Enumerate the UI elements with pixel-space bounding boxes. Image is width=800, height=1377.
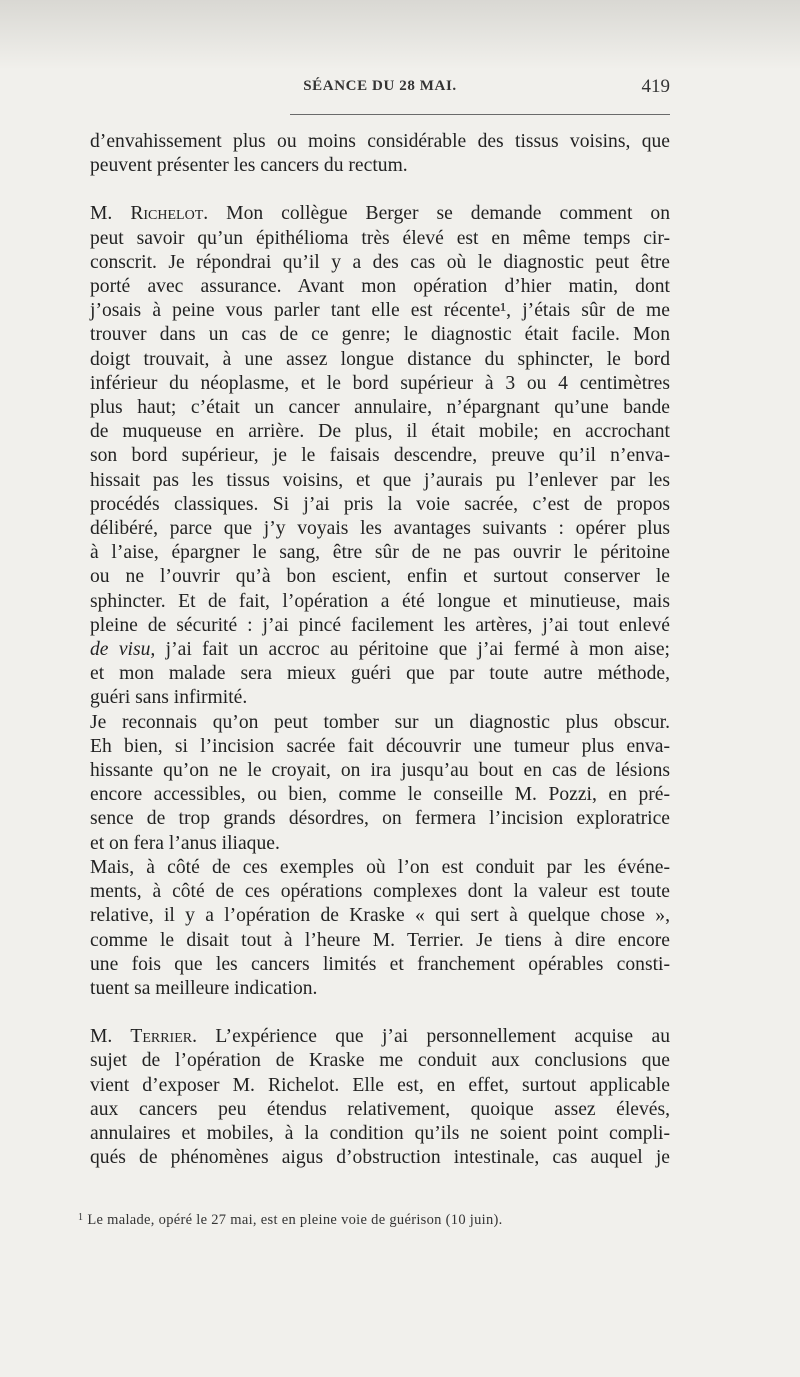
text-line: ou ne l’ouvrir qu’à bon escient, enfin et surtout conserver le — [90, 566, 670, 588]
footnote-marker: 1 — [78, 1212, 84, 1223]
text-line: Je reconnais qu’on peut tomber sur un diagnostic plus obscur. — [90, 711, 670, 733]
text-line: Eh bien, si l’incision sacrée fait découvrir une tumeur plus enva- — [90, 735, 670, 757]
text-fragment: j’ai fait un accroc au péritoine que j’ai fermé à mon aise; — [155, 639, 671, 661]
text-line: et mon malade sera mieux guéri que par toute autre méthode, — [90, 663, 670, 685]
text-line: doigt trouvait, à une assez longue distance du sphincter, le bord — [90, 348, 670, 370]
speaker-name: M. Richelot. — [90, 203, 209, 225]
paragraph-richelot — [90, 202, 670, 710]
text-line: hissait pas les tissus voisins, et que j’aurais pu l’enlever par les — [90, 469, 670, 491]
running-header — [90, 78, 670, 108]
text-line: d’envahissement plus ou moins considérable des tissus voisins, que — [90, 131, 670, 152]
text-fragment: Mon collègue Berger se demande comment on — [208, 203, 670, 225]
text-line: annulaires et mobiles, à la condition qu’ils ne soient point compli- — [90, 1122, 670, 1144]
text-line: relative, il y a l’opération de Kraske « qui sert à quelque chose », — [90, 905, 670, 927]
text-line: et on fera l’anus iliaque. — [90, 832, 280, 854]
paragraph-terrier — [90, 1025, 670, 1170]
text-line: aux cancers peu étendus relativement, quoique assez élevés, — [90, 1098, 670, 1120]
text-line — [90, 202, 670, 226]
paragraph — [90, 711, 670, 856]
footnote-text: Le malade, opéré le 27 mai, est en pleine voie de guérison (10 juin). — [87, 1212, 503, 1228]
text-line: à l’aise, épargner le sang, être sûr de ne pas ouvrir le péritoine — [90, 542, 670, 564]
paragraph — [90, 130, 670, 178]
text-line: sence de trop grands désordres, on fermera l’incision exploratrice — [90, 808, 670, 830]
text-line: trouver dans un cas de ce genre; le diagnostic était facile. Mon — [90, 324, 670, 346]
text-line: qués de phénomènes aigus d’obstruction intestinale, cas auquel je — [90, 1147, 670, 1169]
page-number: 419 — [641, 76, 670, 97]
text-line: son bord supérieur, je le faisais descendre, preuve qu’il n’enva- — [90, 445, 670, 467]
text-line: délibéré, parce que j’y voyais les avantages suivants : opérer plus — [90, 518, 670, 540]
text-line: sujet de l’opération de Kraske me conduit aux conclusions que — [90, 1050, 670, 1072]
text-line: comme le disait tout à l’heure M. Terrier. Je tiens à dire encore — [90, 929, 670, 951]
header-title: SÉANCE DU 28 MAI. — [303, 78, 457, 94]
text-line: sphincter. Et de fait, l’opération a été longue et minutieuse, mais — [90, 590, 670, 612]
text-line: Mais, à côté de ces exemples où l’on est conduit par les événe- — [90, 856, 670, 878]
text-line: inférieur du néoplasme, et le bord supérieur à 3 ou 4 centimètres — [90, 372, 670, 394]
italic-phrase: de visu, — [90, 639, 156, 661]
paragraph — [90, 856, 670, 1001]
text-line: plus haut; c’était un cancer annulaire, n’épargnant qu’une bande — [90, 397, 670, 419]
text-line: ments, à côté de ces opérations complexes dont la valeur est toute — [90, 881, 670, 903]
text-line: pleine de sécurité : j’ai pincé facilement les artères, j’ai tout enlevé — [90, 614, 670, 636]
text-line: vient d’exposer M. Richelot. Elle est, en effet, surtout applicable — [90, 1074, 670, 1096]
text-line: encore accessibles, ou bien, comme le conseille M. Pozzi, en pré- — [90, 784, 670, 806]
text-fragment: L’expérience que j’ai personnellement acquise au — [197, 1026, 670, 1048]
text-line — [90, 638, 670, 662]
header-rule — [290, 114, 670, 115]
text-line: une fois que les cancers limités et franchement opérables consti- — [90, 953, 670, 975]
text-line: procédés classiques. Si j’ai pris la voie sacrée, c’est de propos — [90, 493, 670, 515]
footnote — [78, 1212, 670, 1229]
text-line: guéri sans infirmité. — [90, 687, 248, 709]
speaker-name: M. Terrier. — [90, 1026, 197, 1048]
text-line: de muqueuse en arrière. De plus, il était mobile; en accrochant — [90, 421, 670, 443]
text-line: porté avec assurance. Avant mon opération d’hier matin, dont — [90, 276, 670, 298]
text-line: conscrit. Je répondrai qu’il y a des cas où le diagnostic peut être — [90, 251, 670, 273]
text-line — [90, 1025, 670, 1049]
page-top-shading — [0, 0, 800, 70]
text-line: peut savoir qu’un épithélioma très élevé est en même temps cir- — [90, 227, 670, 249]
text-line: j’osais à peine vous parler tant elle est récente¹, j’étais sûr de me — [90, 300, 670, 322]
body-text — [90, 130, 670, 1170]
text-line: tuent sa meilleure indication. — [90, 977, 318, 999]
text-line: hissante qu’on ne le croyait, on ira jusqu’au bout en cas de lésions — [90, 760, 670, 782]
text-line: peuvent présenter les cancers du rectum. — [90, 155, 408, 177]
